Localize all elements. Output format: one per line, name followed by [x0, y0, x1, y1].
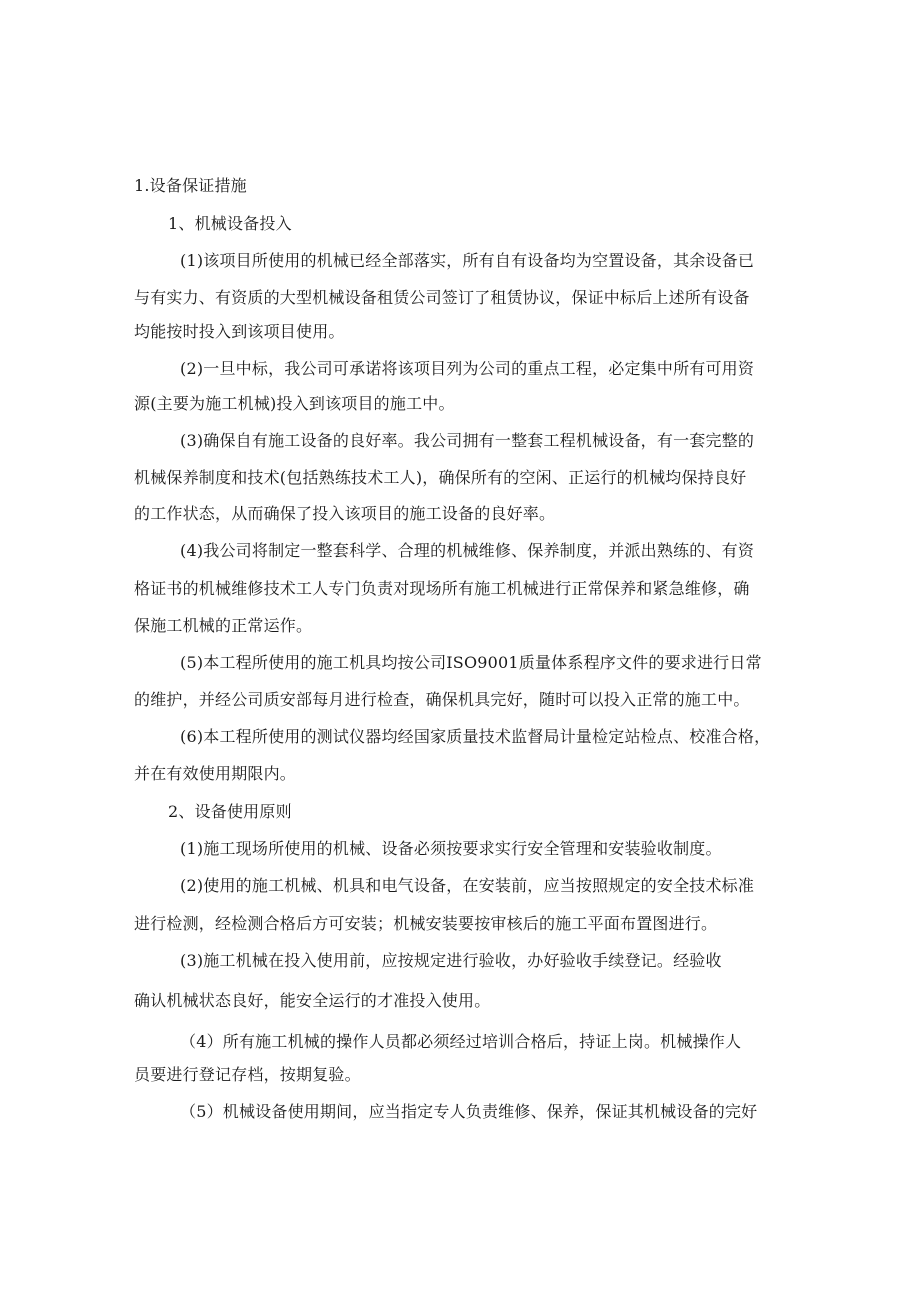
paragraph-line: （4）所有施工机械的操作人员都必须经过培训合格后，持证上岗。机械操作人 [180, 1032, 742, 1051]
paragraph-line: 进行检测，经检测合格后方可安装；机械安装要按审核后的施工平面布置图进行。 [134, 914, 718, 933]
paragraph-line: (5)本工程所使用的施工机具均按公司ISO9001质量体系程序文件的要求进行日常 [180, 653, 762, 672]
section-title: 1.设备保证措施 [134, 176, 247, 195]
paragraph-line: 与有实力、有资质的大型机械设备租赁公司签订了租赁协议，保证中标后上述所有设备 [134, 288, 750, 307]
paragraph-line: 机械保养制度和技术(包括熟练技术工人)，确保所有的空闲、正运行的机械均保持良好 [134, 468, 747, 487]
paragraph-line: 格证书的机械维修技术工人专门负责对现场所有施工机械进行正常保养和紧急维修，确 [134, 579, 750, 598]
subsection-title: 1、机械设备投入 [168, 214, 292, 233]
paragraph-line: （5）机械设备使用期间，应当指定专人负责维修、保养，保证其机械设备的完好 [180, 1102, 758, 1121]
paragraph-line: 并在有效使用期限内。 [134, 764, 297, 783]
paragraph-line: 源(主要为施工机械)投入到该项目的施工中。 [134, 394, 455, 413]
subsection-title: 2、设备使用原则 [168, 802, 292, 821]
paragraph-line: 均能按时投入到该项目使用。 [134, 322, 345, 341]
paragraph-line: (2)一旦中标，我公司可承诺将该项目列为公司的重点工程，必定集中所有可用资 [180, 359, 755, 378]
paragraph-line: (2)使用的施工机械、机具和电气设备，在安装前，应当按照规定的安全技术标准 [180, 876, 755, 895]
paragraph-line: 保施工机械的正常运作。 [134, 616, 313, 635]
paragraph-line: (6)本工程所使用的测试仪器均经国家质量技术监督局计量检定站检点、校准合格， [180, 727, 771, 746]
paragraph-line: (1)该项目所使用的机械已经全部落实，所有自有设备均为空置设备，其余设备已 [180, 251, 755, 270]
paragraph-line: 的维护，并经公司质安部每月进行检查，确保机具完好，随时可以投入正常的施工中。 [134, 690, 750, 709]
paragraph-line: (4)我公司将制定一整套科学、合理的机械维修、保养制度，并派出熟练的、有资 [180, 541, 755, 560]
paragraph-line: (3)施工机械在投入使用前，应按规定进行验收，办好验收手续登记。经验收 [180, 951, 722, 970]
paragraph-line: 的工作状态，从而确保了投入该项目的施工设备的良好率。 [134, 504, 556, 523]
paragraph-line: 确认机械状态良好，能安全运行的才准投入使用。 [134, 991, 491, 1010]
paragraph-line: (1)施工现场所使用的机械、设备必须按要求实行安全管理和安装验收制度。 [180, 839, 722, 858]
paragraph-line: (3)确保自有施工设备的良好率。我公司拥有一整套工程机械设备，有一套完整的 [180, 431, 755, 450]
paragraph-line: 员要进行登记存档，按期复验。 [134, 1065, 361, 1084]
